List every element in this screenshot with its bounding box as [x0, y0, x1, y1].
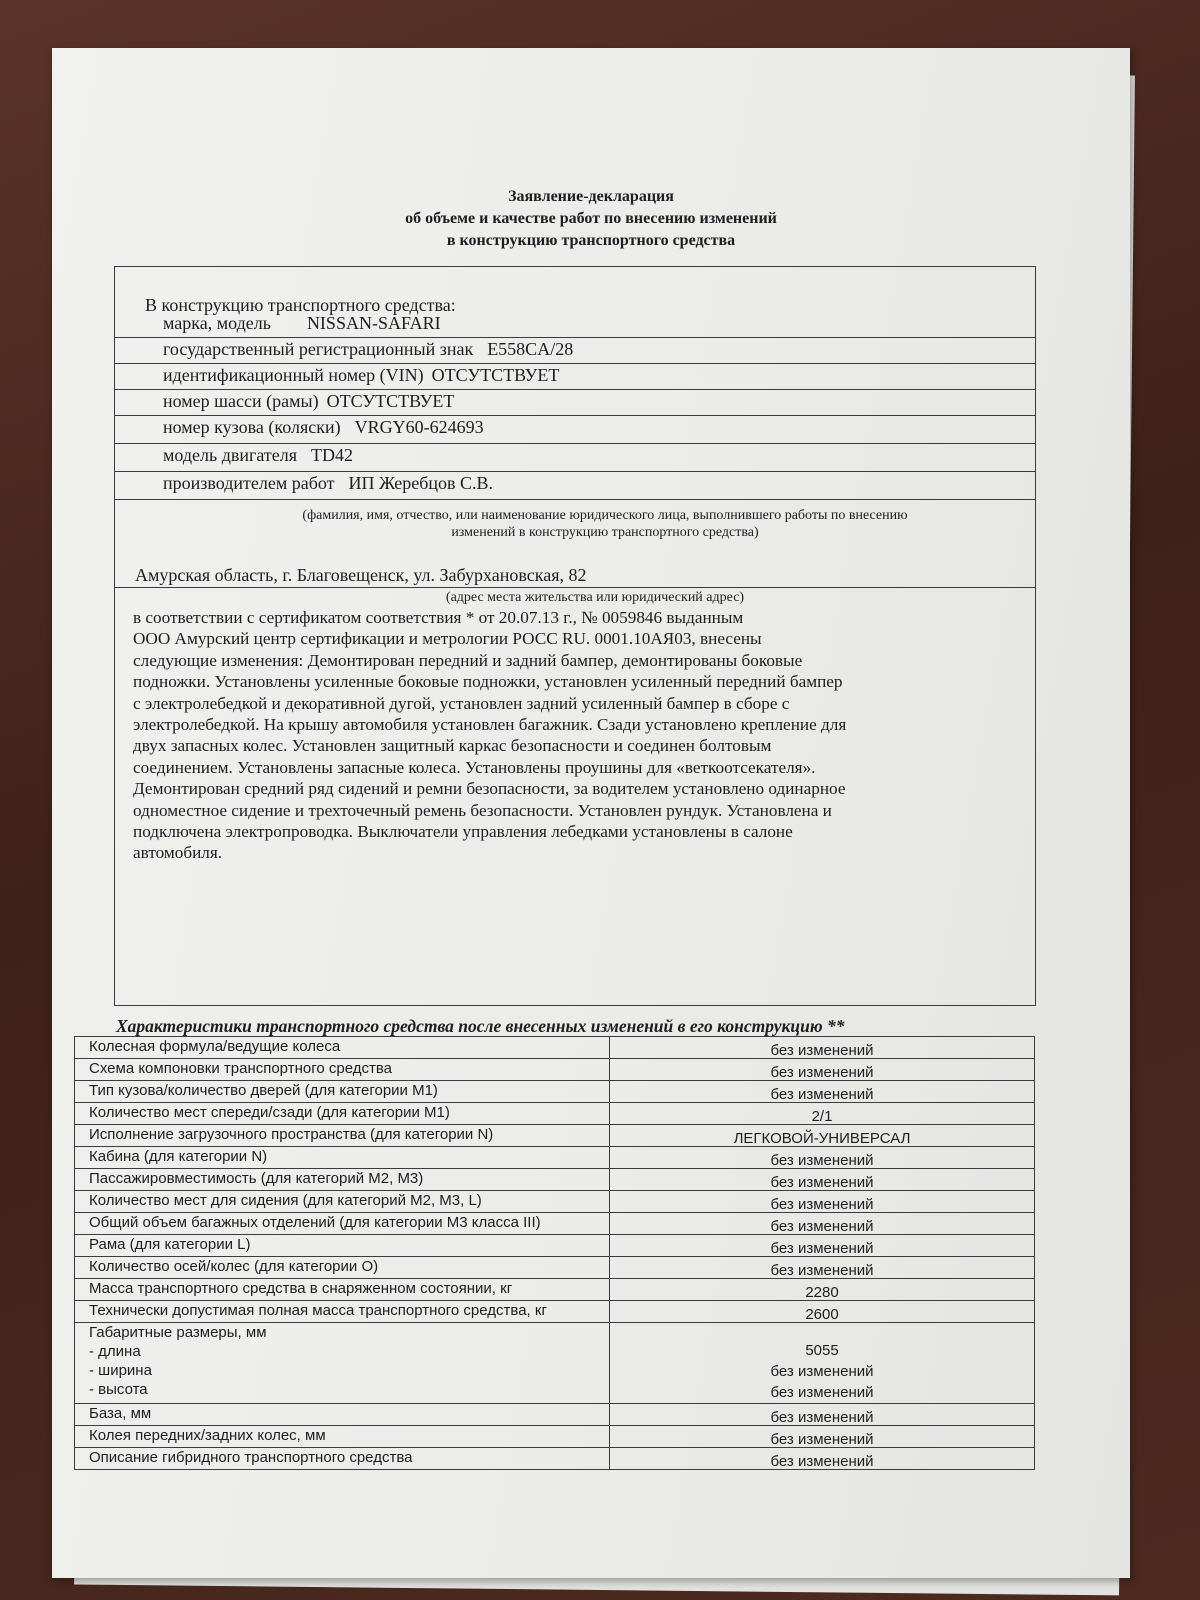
chassis-field	[115, 391, 1035, 416]
row-label: База, мм	[75, 1404, 610, 1426]
vehicle-info-box	[114, 266, 1036, 1006]
table-row	[75, 1301, 1035, 1323]
body-line-8: соединением. Установлены запасные колеса. Установлены проушины для «веткоотсекателя».	[133, 757, 816, 777]
row-label: Колесная формула/ведущие колеса	[75, 1037, 610, 1059]
row-label: Количество осей/колес (для категории О)	[75, 1257, 610, 1279]
engine-value: TD42	[311, 445, 354, 465]
vehicle-intro: В конструкцию транспортного средства:	[145, 295, 456, 315]
body-line-7: двух запасных колес. Установлен защитный каркас безопасности и соединен болтовым	[133, 736, 772, 756]
row-value: без изменений	[610, 1213, 1035, 1235]
body-number-label: номер кузова (коляски)	[163, 417, 341, 437]
row-value: без изменений	[610, 1191, 1035, 1213]
row-value: без изменений	[610, 1169, 1035, 1191]
producer-note-line-1: (фамилия, имя, отчество, или наименование юридического лица, выполнившего работы по внесению	[302, 508, 908, 523]
producer-value: ИП Жеребцов С.В.	[348, 473, 494, 493]
row-value: 2280	[610, 1279, 1035, 1301]
title-line-2: об объеме и качестве работ по внесению изменений	[405, 210, 777, 227]
chassis-label: номер шасси (рамы)	[163, 391, 319, 411]
row-label: Схема компоновки транспортного средства	[75, 1059, 610, 1081]
row-label: Колея передних/задних колес, мм	[75, 1426, 610, 1448]
make-field	[115, 313, 1035, 338]
row-label: Общий объем багажных отделений (для категории М3 класса III)	[75, 1213, 610, 1235]
body-line-5: с электролебедкой и декоративной дугой, установлен задний усиленный бампер в сборе с	[133, 693, 790, 713]
table-row	[75, 1147, 1035, 1169]
table-row	[75, 1037, 1035, 1059]
row-value: без изменений	[610, 1037, 1035, 1059]
title-line-1: Заявление-декларация	[508, 188, 674, 205]
vin-label: идентификационный номер (VIN)	[163, 365, 424, 385]
height-value: без изменений	[770, 1384, 874, 1401]
dimensions-values	[610, 1323, 1035, 1404]
vin-field	[115, 365, 1035, 390]
row-label: Количество мест спереди/сзади (для категории М1)	[75, 1103, 610, 1125]
row-value: без изменений	[610, 1426, 1035, 1448]
row-value: ЛЕГКОВОЙ-УНИВЕРСАЛ	[610, 1125, 1035, 1147]
body-line-11: подключена электропроводка. Выключатели управления лебедками установлены в салоне	[133, 822, 793, 842]
producer-label: производителем работ	[163, 473, 335, 493]
row-label: Кабина (для категории N)	[75, 1147, 610, 1169]
plate-value: E558CA/28	[487, 339, 574, 359]
producer-note	[185, 507, 1025, 541]
body-line-10: одноместное сидение и трехточечный ремень безопасности. Установлен рундук. Установлена и	[133, 800, 832, 820]
title-line-3: в конструкцию транспортного средства	[446, 232, 736, 249]
body-number-value: VRGY60-624693	[354, 417, 484, 437]
body-line-2: ООО Амурский центр сертификации и метрологии РОСС RU. 0001.10АЯ03, внесены	[133, 629, 762, 649]
body-line-1: в соответствии с сертификатом соответствия * от 20.07.13 г., № 0059846 выданным	[133, 608, 744, 627]
characteristics-table	[74, 1036, 1035, 1470]
vin-value: ОТСУТСТВУЕТ	[431, 365, 560, 385]
producer-field	[115, 473, 1035, 500]
row-label: Технически допустимая полная масса транспортного средства, кг	[75, 1301, 610, 1323]
row-label: Количество мест для сидения (для категорий М2, М3, L)	[75, 1191, 610, 1213]
modifications-text	[133, 607, 1013, 864]
body-line-12: автомобиля.	[133, 843, 223, 863]
dimensions-label: Габаритные размеры, мм	[89, 1324, 267, 1341]
width-label: - ширина	[89, 1362, 152, 1379]
row-value: без изменений	[610, 1448, 1035, 1470]
table-row	[75, 1191, 1035, 1213]
table-row	[75, 1404, 1035, 1426]
row-label: Описание гибридного транспортного средства	[75, 1448, 610, 1470]
row-value: без изменений	[610, 1235, 1035, 1257]
table-row	[75, 1257, 1035, 1279]
table-row	[75, 1448, 1035, 1470]
characteristics-title: Характеристики транспортного средства после внесенных изменений в его конструкцию **	[116, 1016, 845, 1036]
declaration-document	[52, 48, 1130, 1578]
table-row	[75, 1169, 1035, 1191]
length-value: 5055	[805, 1342, 839, 1359]
producer-note-line-2: изменений в конструкцию транспортного средства)	[451, 525, 759, 540]
make-value: NISSAN-SAFARI	[306, 313, 441, 333]
row-value: 2600	[610, 1301, 1035, 1323]
address-note: (адрес места жительства или юридический адрес)	[445, 590, 745, 605]
address-underline	[115, 587, 1035, 588]
dimensions-row	[75, 1323, 1035, 1404]
plate-field	[115, 339, 1035, 364]
table-row	[75, 1081, 1035, 1103]
dimensions-labels	[75, 1323, 610, 1404]
table-row	[75, 1059, 1035, 1081]
row-label: Тип кузова/количество дверей (для категории М1)	[75, 1081, 610, 1103]
row-label: Рама (для категории L)	[75, 1235, 610, 1257]
body-line-9: Демонтирован средний ряд сидений и ремни безопасности, за водителем установлено одинарное	[133, 779, 846, 799]
table-row	[75, 1103, 1035, 1125]
document-title	[52, 186, 1130, 252]
row-value: 2/1	[610, 1103, 1035, 1125]
width-value: без изменений	[770, 1363, 874, 1380]
row-label: Исполнение загрузочного пространства (для категории N)	[75, 1125, 610, 1147]
row-value: без изменений	[610, 1059, 1035, 1081]
body-number-field	[115, 417, 1035, 444]
address-value: Амурская область, г. Благовещенск, ул. Забурхановская, 82	[135, 565, 587, 585]
chassis-value: ОТСУТСТВУЕТ	[326, 391, 455, 411]
engine-label: модель двигателя	[163, 445, 298, 465]
body-line-6: электролебедкой. На крышу автомобиля установлен багажник. Сзади установлено крепление для	[133, 715, 847, 735]
row-value: без изменений	[610, 1257, 1035, 1279]
row-value: без изменений	[610, 1147, 1035, 1169]
plate-label: государственный регистрационный знак	[163, 339, 474, 359]
row-value: без изменений	[610, 1081, 1035, 1103]
row-value: без изменений	[610, 1404, 1035, 1426]
body-line-3: следующие изменения: Демонтирован передний и задний бампер, демонтированы боковые	[133, 650, 803, 670]
height-label: - высота	[89, 1381, 148, 1398]
row-label: Пассажировместимость (для категорий М2, М3)	[75, 1169, 610, 1191]
table-row	[75, 1125, 1035, 1147]
table-row	[75, 1279, 1035, 1301]
table-row	[75, 1426, 1035, 1448]
make-label: марка, модель	[163, 313, 271, 333]
row-label: Масса транспортного средства в снаряженном состоянии, кг	[75, 1279, 610, 1301]
body-line-4: подножки. Установлены усиленные боковые подножки, установлен усиленный передний бампер	[133, 672, 843, 692]
table-row	[75, 1213, 1035, 1235]
length-label: - длина	[89, 1343, 141, 1360]
engine-field	[115, 445, 1035, 472]
table-row	[75, 1235, 1035, 1257]
